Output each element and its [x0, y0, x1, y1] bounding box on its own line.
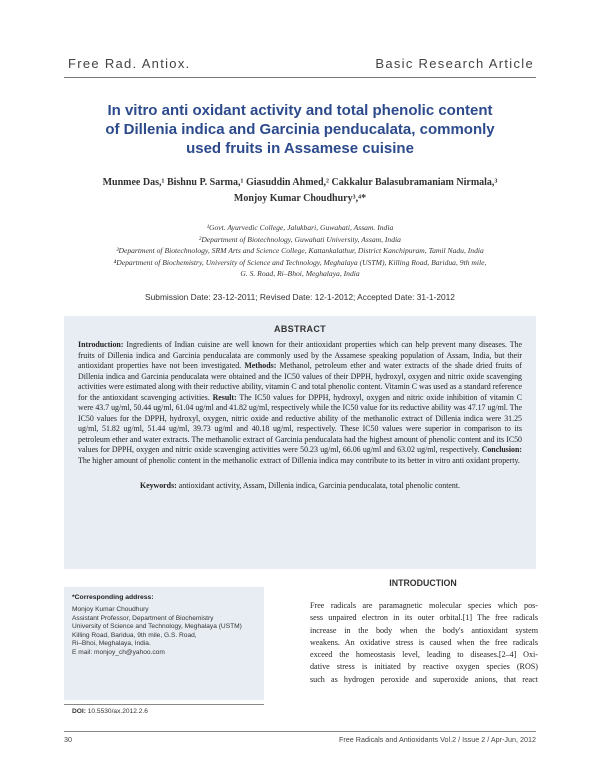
correspondence-email: E mail: monjoy_ch@yahoo.com — [72, 648, 165, 656]
correspondence-line: Ri–Bhoi, Meghalaya, India. — [72, 640, 151, 648]
title-line: used fruits in Assamese cuisine — [186, 140, 414, 157]
abstract-heading: ABSTRACT — [274, 324, 326, 334]
article-title — [80, 101, 520, 158]
correspondence-name: Monjoy Kumar Choudhury — [72, 606, 149, 613]
introduction-line: weakens. An oxidative stress is caused when the free radicals — [310, 637, 538, 647]
author-list — [70, 175, 530, 207]
introduction-line: increase in the body when the body's antioxidant system — [310, 625, 538, 635]
introduction-heading: INTRODUCTION — [389, 578, 457, 588]
keywords — [78, 481, 522, 490]
affiliation-line: ¹Govt. Ayurvedic College, Jalukbari, Guwahati, Assam. India — [206, 223, 394, 232]
journal-issue: Free Radicals and Antioxidants Vol.2 / Issue 2 / Apr-Jun, 2012 — [339, 735, 536, 744]
keywords-label: Keywords: — [139, 480, 177, 490]
abstract-text — [78, 340, 522, 467]
title-line: of Dillenia indica and Garcinia penducalata, commonly — [105, 121, 495, 138]
doi-label: DOI: — [72, 708, 86, 715]
keywords-text: antioxidant activity, Assam, Dillenia indica, Garcinia penducalata, total phenolic content. — [176, 480, 461, 490]
submission-dates: Submission Date: 23-12-2011; Revised Date: 12-1-2012; Accepted Date: 31-1-2012 — [145, 292, 455, 302]
title-line: In vitro anti oxidant activity and total phenolic content — [107, 102, 493, 119]
abstract-intro-text: Ingredients of Indian cuisine are well known for their antioxidant properties which can help prevent many diseases. The fruits of Dillenia indica and Garcinia penducalata are commonly used by the Assamese speaking population of Assam, India, but their antioxidant properties have not been investigated. — [78, 340, 522, 371]
abstract-methods-label: Methods: — [244, 361, 277, 371]
correspondence-line: Assistant Professor, Department of Biochemistry — [72, 614, 214, 622]
correspondence-box — [64, 587, 264, 700]
introduction-line: sess unpaired electron in its outer orbital.[1] The free radicals — [310, 613, 538, 623]
affiliation-line: ³Department of Biotechnology, SRM Arts and Science College, Kattankalathur, District Kanchipuram, Tamil Nadu, India — [116, 246, 484, 255]
footer-divider — [64, 731, 536, 732]
affiliations — [64, 222, 536, 280]
abstract-result-label: Result: — [212, 392, 237, 402]
correspondence-line: University of Science and Technology, Meghalaya (USTM) — [72, 623, 242, 631]
introduction-line: Free radicals are paramagnetic molecular species which pos- — [310, 601, 538, 610]
abstract-conclusion-label: Conclusion: — [481, 445, 522, 455]
introduction-line: dative stress is initiated by reactive oxygen species (ROS) — [310, 662, 538, 672]
abstract-result-text: The IC50 values for DPPH, hydroxyl, oxygen and nitric oxide inhibition of vitamin C were 43.7 ug/ml, 50.44 ug/ml, 61.04 ug/ml and 41.82 ug/ml, respectively while the IC50 value for its reductive ability was 47.17 ug/ml. The IC50 values for the DPPH, hydroxyl, oxygen, nitric oxide and reductive ability of the methanolic extract of Dillenia indica were 31.25 ug/ml, 51.82 ug/ml, 51.44 ug/ml, 39.73 ug/ml and 40.18 ug/ml, respectively. These IC50 values were superior in comparison to its petroleum ether and water extracts. The methanolic extract of Garcinia penducalata had the highest amount of phenolic content and its IC50 values for DPPH, oxygen and nitric oxide scavenging activities were 50.23 ug/ml, 66.06 ug/ml and 63.02 ug/ml, respectively. — [78, 392, 522, 455]
introduction-text — [310, 600, 538, 686]
article-type: Basic Research Article — [375, 56, 534, 71]
abstract-intro-label: Introduction: — [78, 340, 124, 349]
abstract-box — [64, 316, 536, 569]
header-divider — [64, 77, 536, 78]
page-number: 30 — [64, 735, 72, 744]
correspondence-line: Killing Road, Baridua, 9th mile, G.S. Road, — [72, 631, 197, 639]
correspondence-heading: *Corresponding address: — [72, 594, 154, 601]
affiliation-line: ²Department of Biotechnology, Guwahati University, Assam, India — [199, 234, 401, 244]
journal-abbrev: Free Rad. Antiox. — [68, 56, 191, 71]
doi — [72, 708, 148, 715]
author-line: Munmee Das,¹ Bishnu P. Sarma,¹ Giasuddin Ahmed,² Cakkalur Balasubramaniam Nirmala,³ — [102, 177, 498, 188]
affiliation-line: G. S. Road, Ri–Bhoi, Meghalaya, India — [240, 269, 360, 278]
doi-value: 10.5530/ax.2012.2.6 — [85, 708, 148, 715]
introduction-line: exceed the homeostasis level, leading to diseases.[2–4] Oxi- — [310, 650, 538, 660]
abstract-conclusion-text: The higher amount of phenolic content in the methanolic extract of Dillenia indica may contribute to its better in vitro anti oxidant property. — [78, 456, 520, 466]
running-header — [64, 56, 536, 76]
introduction-line: such as hydrogen peroxide and superoxide anions, that react — [310, 674, 538, 684]
affiliation-line: ⁴Department of Biochemistry, University of Science and Technology, Meghalaya (USTM), Killing Road, Baridua, 9th mile, — [113, 257, 487, 267]
author-line: Monjoy Kumar Choudhury³,⁴* — [233, 193, 367, 204]
abstract-methods-text: Methanol, petroleum ether and water extracts of the shade dried fruits of Dillenia indica and Garcinia penducalata were obtained and the IC50 values of their DPPH, hydroxyl, oxygen and nitric oxide scavenging activities were estimated along with their reductive ability, vitamin C and total phenolic content. Vitamin C was used as a standard reference for the antioxidant scavenging activities. — [78, 361, 522, 402]
doi-divider — [64, 704, 264, 705]
